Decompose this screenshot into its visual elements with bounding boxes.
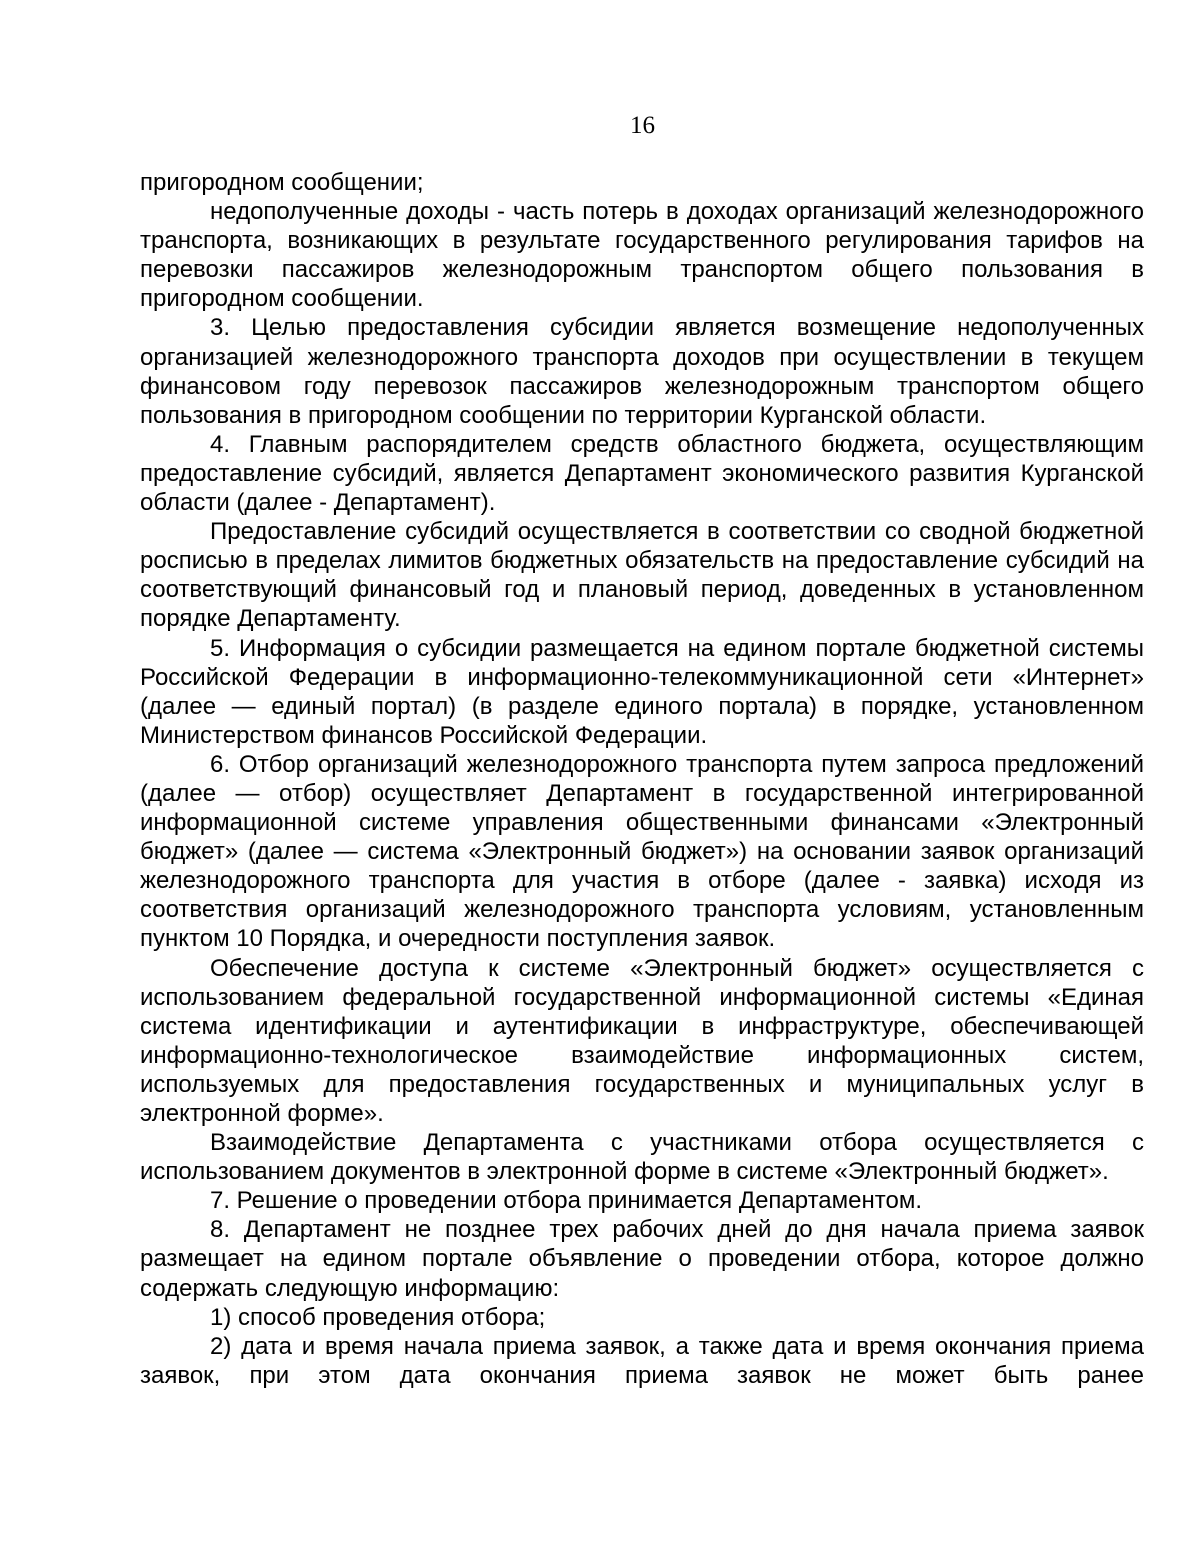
paragraph-subsidy-provision: Предоставление субсидий осуществляется в соответствии со сводной бюджетной росписью в пределах лимитов бюджетных обязательств на предоставление субсидий на соответствующий финансовый год и плановый период, доведенных в установленном порядке Департаменту. [140, 518, 1144, 633]
paragraph-item-4: 4. Главным распорядителем средств областного бюджета, осуществляющим предоставление субсидий, является Департамент экономического развития Курганской области (далее - Департамент). [140, 430, 1144, 517]
page-number: 16 [630, 112, 655, 139]
paragraph-item-6: 6. Отбор организаций железнодорожного транспорта путем запроса предложений (далее — отбор) осуществляет Департамент в государственной интегрированной информационной системе управления общественными финансами «Электронный бюджет» (далее — система «Электронный бюджет») на основании заявок организаций железнодорожного транспорта для участия в отборе (далее - заявка) исходя из соответствия организаций железнодорожного транспорта условиям, установленным пунктом 10 Порядка, и очередности поступления заявок. [140, 750, 1144, 953]
paragraph-definition-lost-income: недополученные доходы - часть потерь в доходах организаций железнодорожного транспорта, возникающих в результате государственного регулирования тарифов на перевозки пассажиров железнодорожным транспортом общего пользования в пригородном сообщении. [140, 198, 1144, 313]
paragraph-item-7: 7. Решение о проведении отбора принимается Департаментом. [210, 1187, 922, 1215]
paragraph-subitem-1: 1) способ проведения отбора; [210, 1303, 546, 1331]
paragraph-interaction: Взаимодействие Департамента с участниками отбора осуществляется с использованием документов в электронной форме в системе «Электронный бюджет». [140, 1129, 1144, 1186]
paragraph-item-5: 5. Информация о субсидии размещается на едином портале бюджетной системы Российской Федерации в информационно-телекоммуникационной сети «Интернет» (далее — единый портал) (в разделе единого портала) в порядке, установленном Министерством финансов Российской Федерации. [140, 634, 1144, 749]
paragraph-item-3: 3. Целью предоставления субсидии является возмещение недополученных организацией железнодорожного транспорта доходов при осуществлении в текущем финансовом году перевозок пассажиров железнодорожным транспортом общего пользования в пригородном сообщении по территории Курганской области. [140, 314, 1144, 429]
paragraph-item-8: 8. Департамент не позднее трех рабочих дней до дня начала приема заявок размещает на едином портале объявление о проведении отбора, которое должно содержать следующую информацию: [140, 1216, 1144, 1302]
paragraph-subitem-2: 2) дата и время начала приема заявок, а также дата и время окончания приема заявок, при этом дата окончания приема заявок не может быть ранее [140, 1332, 1144, 1389]
paragraph-continuation: пригородном сообщении; [140, 169, 424, 196]
document-body [140, 168, 1144, 1390]
paragraph-access-electronic-budget: Обеспечение доступа к системе «Электронный бюджет» осуществляется с использованием федеральной государственной информационной системы «Единая система идентификации и аутентификации в инфраструктуре, обеспечивающей информационно-технологическое взаимодействие информационных систем, используемых для предоставления государственных и муниципальных услуг в электронной форме». [140, 954, 1144, 1127]
